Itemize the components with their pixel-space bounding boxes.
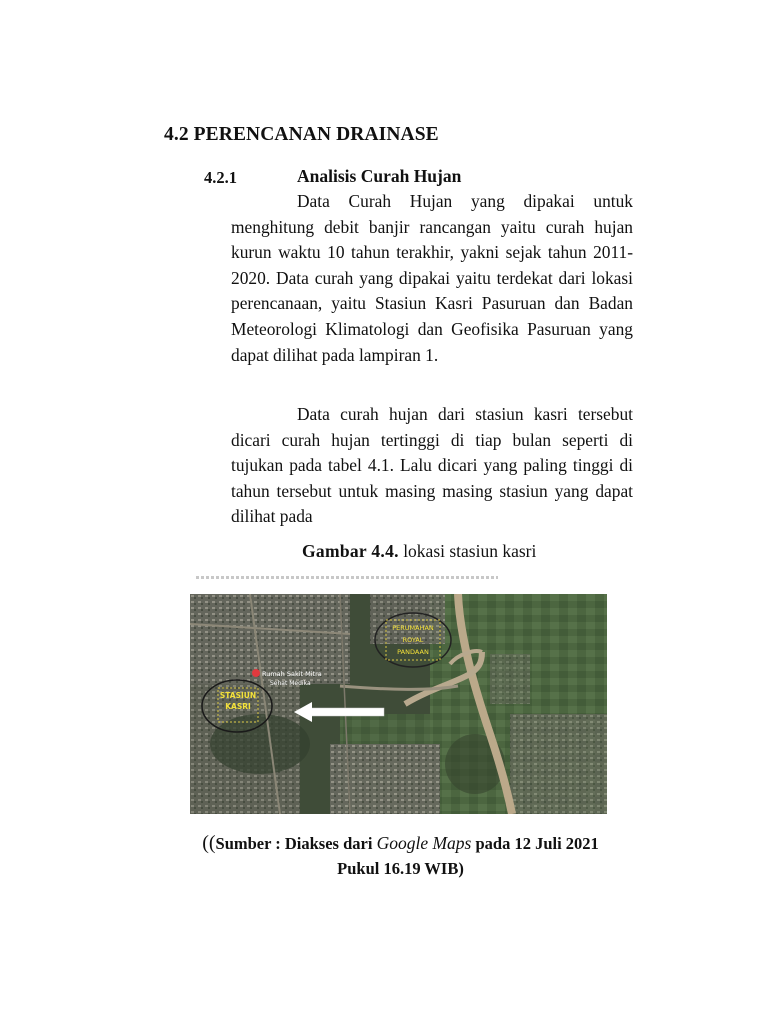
source-line2: Pukul 16.19 WIB) [337,859,464,878]
subsection-number: 4.2.1 [204,168,237,187]
paragraph-station-data: Data curah hujan dari stasiun kasri tersebut dicari curah hujan tertinggi di tiap bulan seperti di tujukan pada tabel 4.1. Lalu dicari yang paling tinggi di tahun tersebut untuk masing masing stasiun yang dapat dilihat pada [231,404,633,527]
source-open-paren: (( [202,832,216,854]
satellite-map-image [190,594,607,814]
poi-label-line2: Sehat Medika [270,680,311,687]
housing-label-line1: PERUMAHAN [392,624,434,632]
housing-label-line3: PANDAAN [397,648,429,656]
figure-caption [302,541,536,562]
paragraph-rainfall-data: Data Curah Hujan yang dipakai untuk menghitung debit banjir rancangan yaitu curah hujan kurun waktu 10 tahun terakhir, yakni sejak tahun 2011-2020. Data curah yang dipakai yaitu terdekat dari lokasi perencanaan, yaitu Stasiun Kasri Pasuruan dan Badan Meteorologi Klimatologi dan Geofisika Pasuruan yang dapat dilihat pada lampiran 1. [231,191,633,365]
source-suffix: pada 12 Juli 2021 [471,834,599,853]
figure-source [188,831,613,881]
housing-label-line2: ROYAL [402,636,424,644]
faint-scan-line [196,576,498,579]
figure-caption-text: lokasi stasiun kasri [398,541,537,561]
station-label-line2: KASRI [225,702,251,711]
station-label-line1: STASIUN [219,691,257,700]
source-prefix: Sumber : Diakses dari [215,834,377,853]
source-link-text: Google Maps [376,833,472,853]
poi-label-line1: Rumah Sakit Mitra [262,670,322,678]
source-line1 [188,831,613,856]
subsection-title: Analisis Curah Hujan [297,166,462,186]
figure-caption-label: Gambar 4.4. [302,541,399,561]
section-title: 4.2 PERENCANAN DRAINASE [164,124,439,145]
map-pin-icon [252,669,260,677]
